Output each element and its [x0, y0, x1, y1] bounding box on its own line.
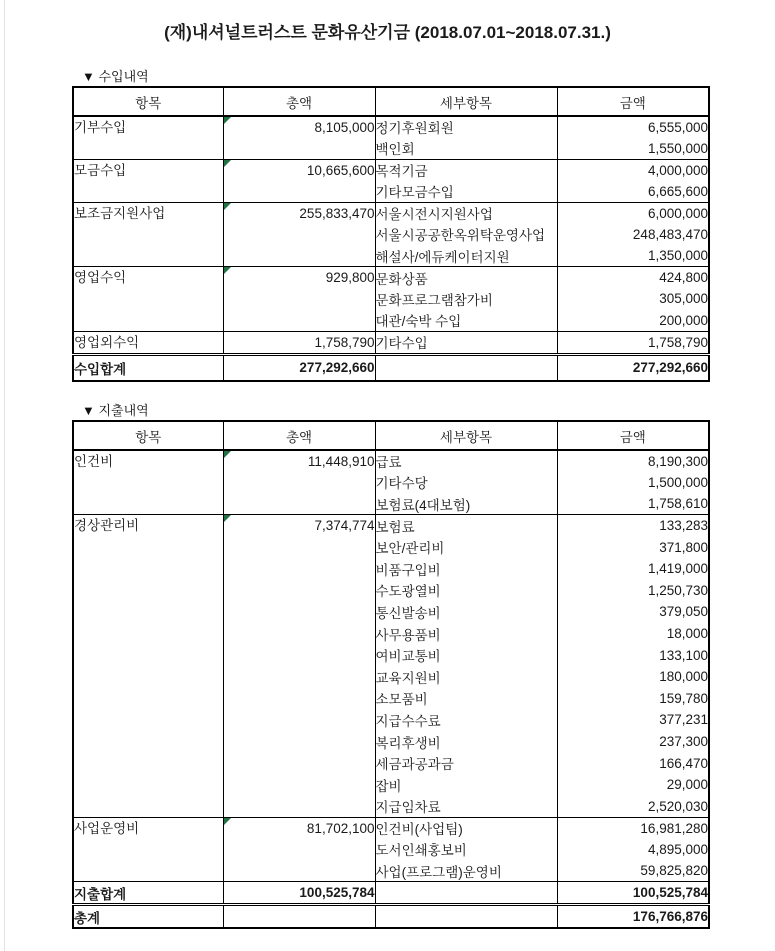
total-sum-cell: 100,525,784 [223, 882, 375, 905]
amount-cell: 1,758,790 [557, 331, 709, 355]
amount-cell: 59,825,820 [557, 860, 709, 882]
income-section-label: ▼ 수입내역 [82, 69, 149, 84]
comment-marker-icon [224, 451, 231, 458]
item-cell: 영업수익 [73, 267, 223, 332]
amount-cell: 377,231 [557, 709, 709, 731]
detail-cell: 복리후생비 [375, 731, 557, 753]
amount-cell: 1,758,610 [557, 493, 709, 515]
amount-cell: 305,000 [557, 288, 709, 310]
item-cell: 영업외수익 [73, 331, 223, 355]
detail-cell: 해설사/에듀케이터지원 [375, 245, 557, 267]
table-row [73, 202, 709, 224]
detail-cell: 도서인쇄홍보비 [375, 839, 557, 861]
total-label-cell: 지출합계 [73, 882, 223, 905]
amount-cell: 133,100 [557, 644, 709, 666]
amount-cell: 18,000 [557, 623, 709, 645]
column-header: 세부항목 [375, 421, 557, 450]
total-cell: 8,105,000 [223, 116, 375, 159]
total-row [73, 905, 709, 928]
total-cell: 10,665,600 [223, 159, 375, 202]
amount-cell: 16,981,280 [557, 817, 709, 839]
detail-cell: 사업(프로그램)운영비 [375, 860, 557, 882]
detail-cell: 세금과공과금 [375, 752, 557, 774]
comment-marker-icon [224, 515, 231, 522]
item-cell: 보조금지원사업 [73, 202, 223, 267]
expense-section-label: ▼ 지출내역 [82, 403, 149, 418]
detail-cell: 수도광열비 [375, 580, 557, 602]
detail-cell: 비품구입비 [375, 558, 557, 580]
amount-cell: 133,283 [557, 515, 709, 537]
total-sum-cell [223, 905, 375, 928]
column-header: 총액 [223, 421, 375, 450]
amount-cell: 1,419,000 [557, 558, 709, 580]
detail-cell: 인건비(사업팀) [375, 817, 557, 839]
comment-marker-icon [224, 203, 231, 210]
amount-cell: 1,550,000 [557, 138, 709, 160]
amount-cell: 371,800 [557, 536, 709, 558]
detail-cell: 기타수입 [375, 331, 557, 355]
detail-cell: 소모품비 [375, 688, 557, 710]
header-row [73, 421, 709, 450]
table-row [73, 450, 709, 472]
total-row [73, 882, 709, 905]
detail-cell [375, 905, 557, 928]
expense-table-mount [72, 420, 710, 929]
total-label-cell: 총계 [73, 905, 223, 928]
amount-cell: 159,780 [557, 688, 709, 710]
detail-cell: 교육지원비 [375, 666, 557, 688]
amount-cell: 100,525,784 [557, 882, 709, 905]
amount-cell: 4,000,000 [557, 159, 709, 181]
amount-cell: 29,000 [557, 774, 709, 796]
amount-cell: 180,000 [557, 666, 709, 688]
table-row [73, 331, 709, 355]
total-label-cell: 수입합계 [73, 355, 223, 381]
detail-cell: 보안/관리비 [375, 536, 557, 558]
window-edge [4, 0, 5, 951]
detail-cell: 잡비 [375, 774, 557, 796]
amount-cell: 2,520,030 [557, 796, 709, 818]
item-cell: 경상관리비 [73, 515, 223, 817]
total-row [73, 355, 709, 381]
amount-cell: 4,895,000 [557, 839, 709, 861]
table-row [73, 817, 709, 839]
detail-cell: 보험료(4대보험) [375, 493, 557, 515]
amount-cell: 6,000,000 [557, 202, 709, 224]
comment-marker-icon [224, 267, 231, 274]
income-table-mount [72, 86, 710, 382]
item-cell: 기부수입 [73, 116, 223, 159]
table-row [73, 159, 709, 181]
table-row [73, 515, 709, 537]
amount-cell: 6,665,600 [557, 181, 709, 203]
detail-cell: 백인회 [375, 138, 557, 160]
total-cell: 7,374,774 [223, 515, 375, 817]
column-header: 항목 [73, 87, 223, 116]
detail-cell: 여비교통비 [375, 644, 557, 666]
detail-cell: 사무용품비 [375, 623, 557, 645]
detail-cell: 기타모금수입 [375, 181, 557, 203]
detail-cell: 급료 [375, 450, 557, 472]
expense-table [72, 420, 710, 929]
column-header: 금액 [557, 421, 709, 450]
table-row [73, 116, 709, 138]
total-cell: 11,448,910 [223, 450, 375, 515]
amount-cell: 277,292,660 [557, 355, 709, 381]
column-header: 금액 [557, 87, 709, 116]
amount-cell: 248,483,470 [557, 224, 709, 246]
detail-cell [375, 355, 557, 381]
table-row [73, 267, 709, 289]
total-cell: 929,800 [223, 267, 375, 332]
amount-cell: 6,555,000 [557, 116, 709, 138]
detail-cell: 서울시전시지원사업 [375, 202, 557, 224]
detail-cell: 통신발송비 [375, 601, 557, 623]
total-cell: 255,833,470 [223, 202, 375, 267]
column-header: 총액 [223, 87, 375, 116]
comment-marker-icon [224, 818, 231, 825]
detail-cell: 기타수당 [375, 472, 557, 494]
column-header: 항목 [73, 421, 223, 450]
amount-cell: 8,190,300 [557, 450, 709, 472]
detail-cell: 지급수수료 [375, 709, 557, 731]
total-sum-cell: 277,292,660 [223, 355, 375, 381]
income-table [72, 86, 710, 382]
detail-cell: 지급임차료 [375, 796, 557, 818]
total-cell: 1,758,790 [223, 331, 375, 355]
detail-cell: 문화프로그램참가비 [375, 288, 557, 310]
detail-cell: 보험료 [375, 515, 557, 537]
detail-cell [375, 882, 557, 905]
detail-cell: 목적기금 [375, 159, 557, 181]
item-cell: 인건비 [73, 450, 223, 515]
item-cell: 사업운영비 [73, 817, 223, 882]
total-cell: 81,702,100 [223, 817, 375, 882]
detail-cell: 서울시공공한옥위탁운영사업 [375, 224, 557, 246]
amount-cell: 200,000 [557, 310, 709, 332]
header-row [73, 87, 709, 116]
detail-cell: 문화상품 [375, 267, 557, 289]
amount-cell: 1,350,000 [557, 245, 709, 267]
amount-cell: 424,800 [557, 267, 709, 289]
detail-cell: 정기후원회원 [375, 116, 557, 138]
amount-cell: 237,300 [557, 731, 709, 753]
item-cell: 모금수입 [73, 159, 223, 202]
detail-cell: 대관/숙박 수입 [375, 310, 557, 332]
amount-cell: 176,766,876 [557, 905, 709, 928]
comment-marker-icon [224, 160, 231, 167]
amount-cell: 166,470 [557, 752, 709, 774]
amount-cell: 379,050 [557, 601, 709, 623]
column-header: 세부항목 [375, 87, 557, 116]
amount-cell: 1,250,730 [557, 580, 709, 602]
comment-marker-icon [224, 117, 231, 124]
page-title: (재)내셔널트러스트 문화유산기금 (2018.07.01~2018.07.31.) [164, 23, 611, 42]
amount-cell: 1,500,000 [557, 472, 709, 494]
